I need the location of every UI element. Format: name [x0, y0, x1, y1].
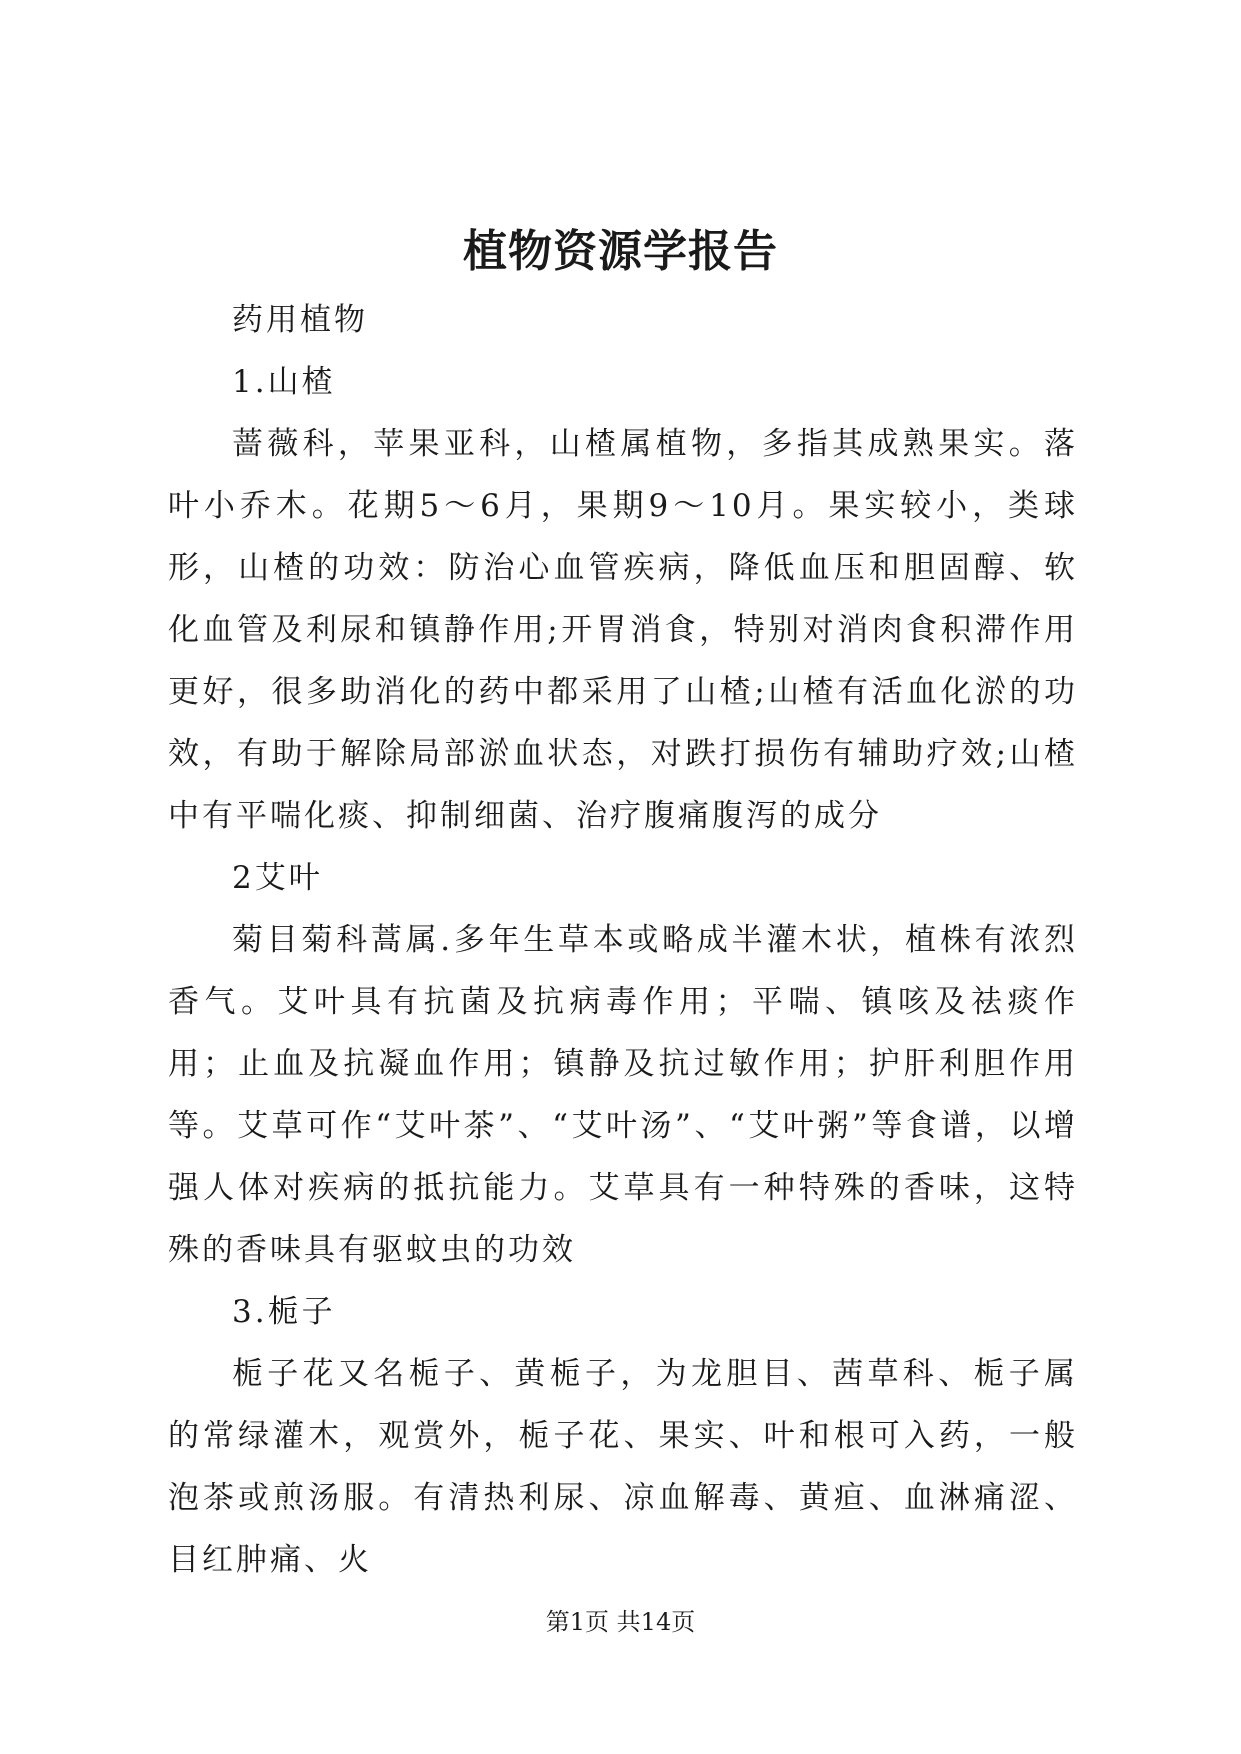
section-heading-medicinal-plants: 药用植物 [232, 302, 368, 338]
paragraph-gardenia: 栀子花又名栀子、黄栀子，为龙胆目、茜草科、栀子属的常绿灌木，观赏外，栀子花、果实、叶和根可入药，一般泡茶或煎汤服。有清热利尿、凉血解毒、黄疸、血淋痛涩、目红肿痛、火 [168, 1356, 1078, 1578]
page-footer: 第1页 共14页 [545, 1608, 696, 1636]
item-heading-mugwort: 2艾叶 [232, 860, 323, 896]
paragraph-hawthorn: 蔷薇科，苹果亚科，山楂属植物，多指其成熟果实。落叶小乔木。花期5～6月，果期9～10月。果实较小，类球形，山楂的功效：防治心血管疾病，降低血压和胆固醇、软化血管及利尿和镇静作用;开胃消食，特别对消肉食积滞作用更好，很多助消化的药中都采用了山楂;山楂有活血化淤的功效，有助于解除局部淤血状态，对跌打损伤有辅助疗效;山楂中有平喘化痰、抑制细菌、治疗腹痛腹泻的成分 [168, 426, 1078, 834]
item-heading-gardenia: 3.栀子 [232, 1294, 336, 1330]
document-body [168, 289, 1078, 1591]
document-title: 植物资源学报告 [463, 226, 778, 277]
paragraph-mugwort: 菊目菊科蒿属.多年生草本或略成半灌木状，植株有浓烈香气。艾叶具有抗菌及抗病毒作用；平喘、镇咳及祛痰作用；止血及抗凝血作用；镇静及抗过敏作用；护肝利胆作用等。艾草可作“艾叶茶”、“艾叶汤”、“艾叶粥”等食谱，以增强人体对疾病的抵抗能力。艾草具有一种特殊的香味，这特殊的香味具有驱蚊虫的功效 [168, 922, 1078, 1268]
item-heading-hawthorn: 1.山楂 [232, 364, 336, 400]
